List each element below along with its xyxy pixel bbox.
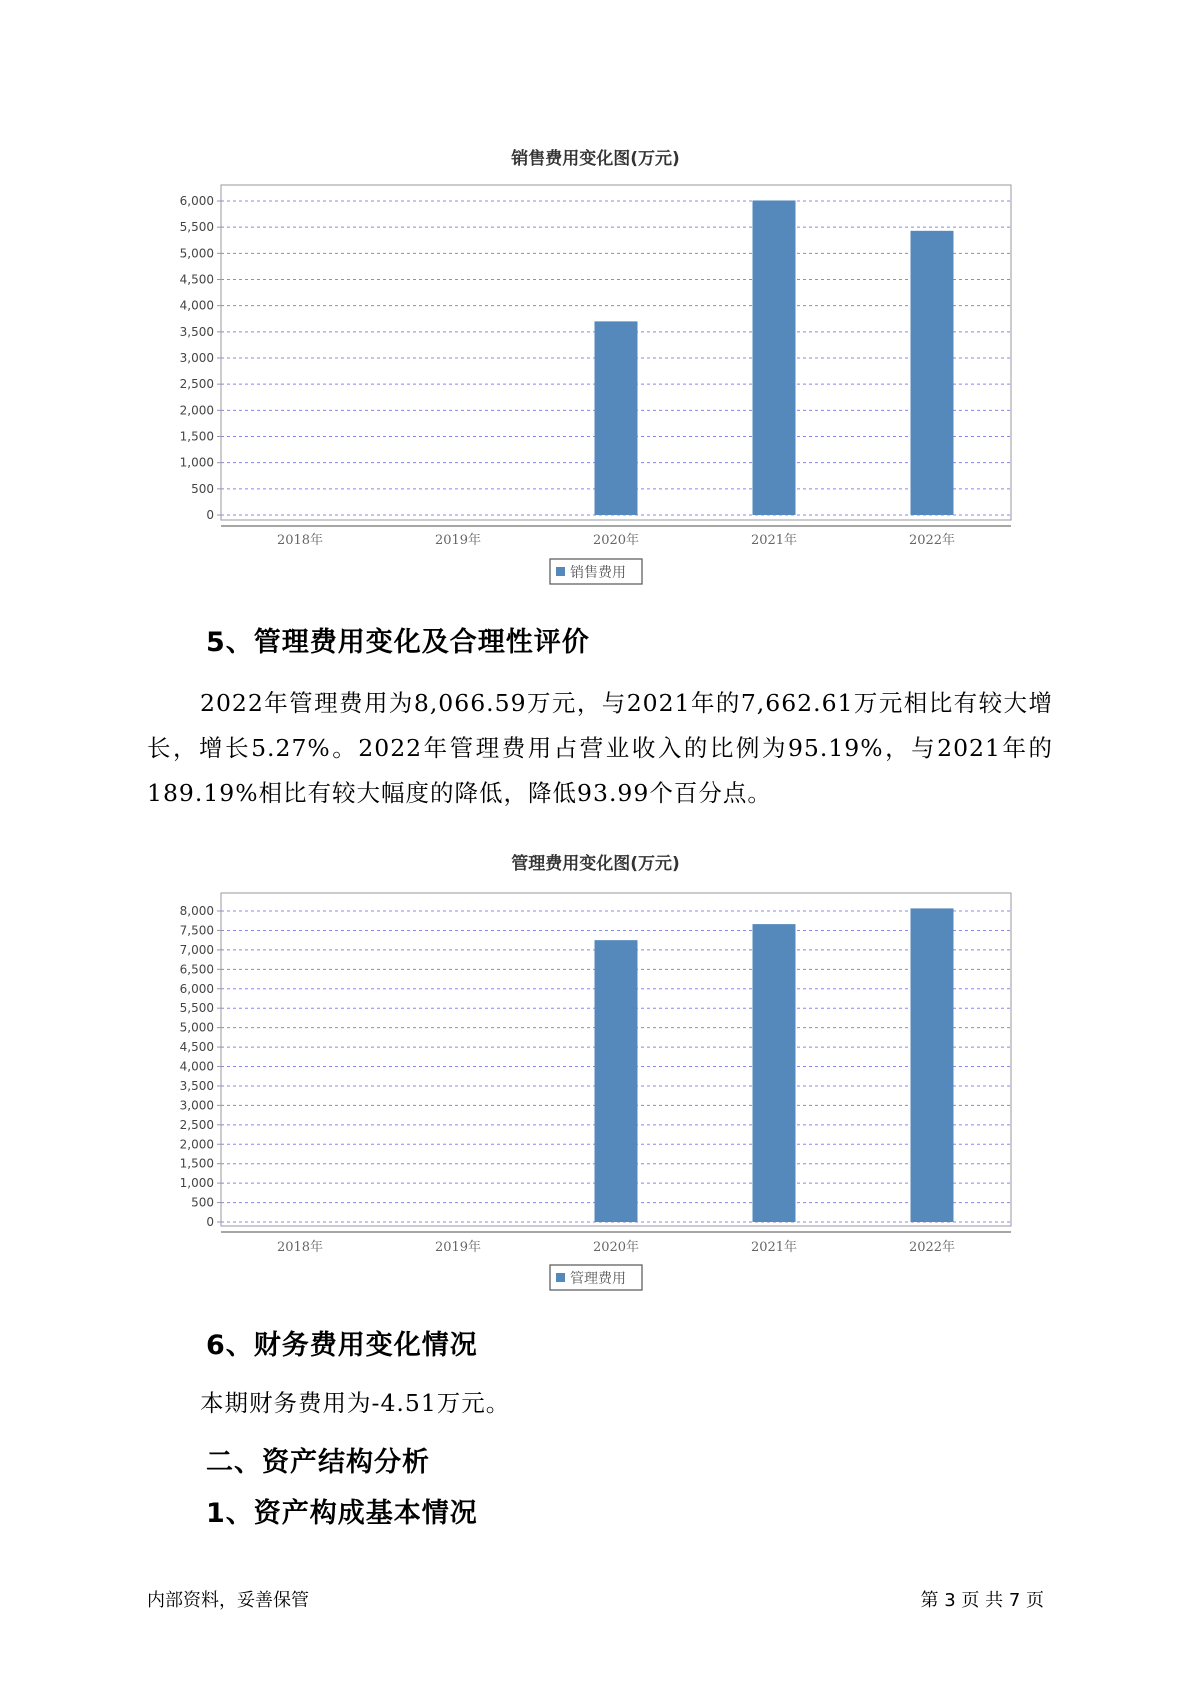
y-tick-label: 6,500 (179, 962, 214, 977)
x-tick-label: 2018年 (276, 533, 324, 548)
section-one-heading: 1、资产构成基本情况 (206, 1498, 478, 1529)
section-5-paragraph: 2022年管理费用为8,066.59万元，与2021年的7,662.61万元相比有较大增长，增长5.27%。2022年管理费用占营业收入的比例为95.19%，与2021年的189.19%相比有较大幅度的降低，降低93.99个百分点。 (147, 689, 1053, 807)
x-tick-label: 2021年 (750, 533, 798, 548)
legend-label: 管理费用 (570, 1271, 626, 1287)
x-tick-label: 2021年 (750, 1240, 798, 1255)
y-tick-label: 4,000 (179, 298, 214, 313)
legend-swatch (556, 1273, 565, 1282)
chart1-title: 销售费用变化图(万元) (511, 149, 680, 169)
x-tick-label: 2020年 (592, 1240, 640, 1255)
section-6-paragraph: 本期财务费用为-4.51万元。 (200, 1389, 511, 1417)
y-tick-label: 8,000 (179, 904, 214, 918)
section-5-heading: 5、管理费用变化及合理性评价 (206, 627, 590, 658)
y-tick-label: 5,500 (179, 1001, 214, 1016)
x-tick-label: 2019年 (434, 533, 482, 548)
y-tick-label: 3,000 (179, 351, 214, 365)
y-tick-label: 3,500 (179, 324, 214, 339)
y-tick-label: 5,000 (179, 1020, 214, 1035)
bar (753, 924, 796, 1222)
y-tick-label: 2,000 (179, 403, 214, 418)
legend-label: 销售费用 (570, 565, 626, 581)
y-tick-label: 6,000 (179, 194, 214, 208)
y-tick-label: 1,000 (179, 455, 214, 470)
y-tick-label: 2,500 (179, 1117, 214, 1132)
x-tick-label: 2022年 (908, 533, 956, 548)
y-tick-label: 4,500 (179, 1040, 214, 1055)
y-tick-label: 4,000 (179, 1059, 214, 1074)
y-tick-label: 5,000 (179, 246, 214, 261)
y-tick-label: 7,000 (179, 942, 214, 957)
y-tick-label: 4,500 (179, 272, 214, 287)
y-tick-label: 500 (191, 481, 214, 496)
footer-page-number: 第 3 页 共 7 页 (920, 1590, 1044, 1611)
y-tick-label: 2,500 (179, 377, 214, 392)
y-tick-label: 2,000 (179, 1137, 214, 1152)
bar (595, 940, 638, 1222)
y-tick-label: 3,000 (179, 1098, 214, 1113)
y-tick-label: 0 (206, 1215, 214, 1229)
y-tick-label: 3,500 (179, 1078, 214, 1093)
footer-left: 内部资料，妥善保管 (147, 1590, 309, 1611)
x-tick-label: 2018年 (276, 1240, 324, 1255)
y-tick-label: 1,000 (179, 1176, 214, 1191)
y-tick-label: 500 (191, 1195, 214, 1210)
y-tick-label: 0 (206, 508, 214, 522)
x-tick-label: 2019年 (434, 1240, 482, 1255)
y-tick-label: 7,500 (179, 923, 214, 938)
y-tick-label: 5,500 (179, 220, 214, 235)
section-two-heading: 二、资产结构分析 (206, 1447, 430, 1478)
section-6-heading: 6、财务费用变化情况 (206, 1330, 478, 1361)
chart2-title: 管理费用变化图(万元) (511, 854, 680, 874)
bar (911, 908, 954, 1222)
x-tick-label: 2022年 (908, 1240, 956, 1255)
x-tick-label: 2020年 (592, 533, 640, 548)
y-tick-label: 1,500 (179, 1156, 214, 1171)
y-tick-label: 6,000 (179, 981, 214, 996)
y-tick-label: 1,500 (179, 429, 214, 444)
